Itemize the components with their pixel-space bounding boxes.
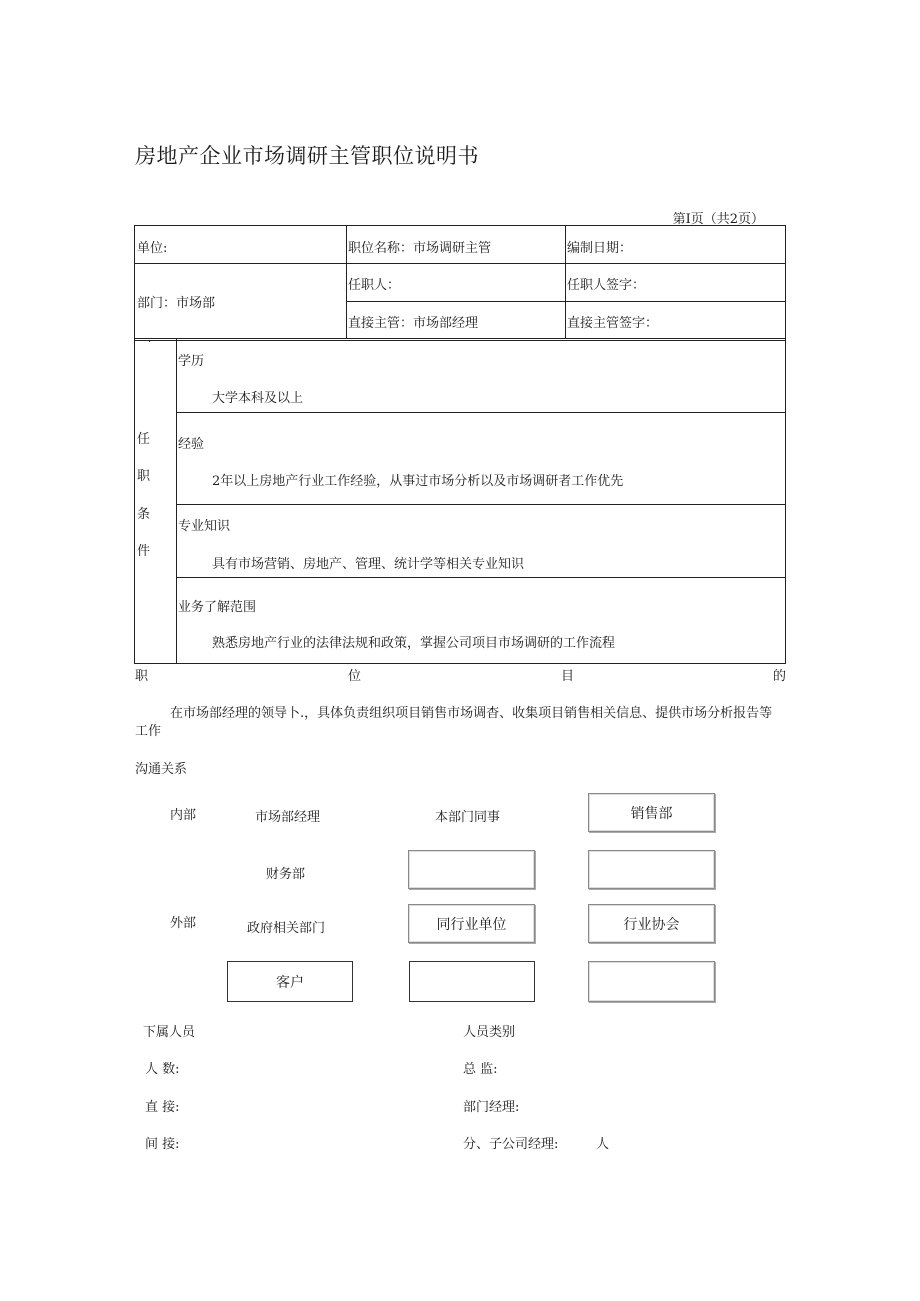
count-label: 人 数: [145, 1062, 180, 1077]
direct-label: 直 接: [145, 1100, 180, 1115]
industry-association-box: 行业协会 [588, 904, 715, 943]
row-divider [347, 301, 785, 302]
unit-label: 单位: [137, 241, 168, 256]
empty-box [408, 850, 535, 889]
external-label: 外部 [170, 916, 197, 931]
colleagues-label: 本部门同事 [435, 810, 501, 825]
knowledge-heading: 专业知识 [178, 519, 231, 534]
col-divider [149, 340, 150, 342]
page-title: 房地产企业市场调研主管职位说明书 [135, 144, 479, 168]
purpose-text: 在市场部经理的领导卜.，具体负责组织项目销售市场调杳、收集项目销售相关信息、提供市场分析报告等 [170, 706, 773, 721]
internal-label: 内部 [170, 808, 197, 823]
branch-manager-label: 分、子公司经理: [463, 1137, 559, 1152]
indirect-label: 间 接: [145, 1137, 180, 1152]
person-unit: 人 [596, 1137, 610, 1152]
row-divider [177, 504, 785, 505]
purpose-heading-char: 位 [348, 669, 362, 684]
incumbent-sign: 任职人签字： [567, 278, 646, 293]
knowledge-content: 具有市场营销、房地产、管理、统计学等相关专业知识 [212, 557, 525, 572]
empty-box [409, 961, 535, 1002]
row-divider [135, 263, 785, 264]
purpose-heading-char: 职 [135, 669, 149, 684]
page-indicator: 第I页（共2页） [672, 212, 764, 227]
empty-box [588, 850, 715, 889]
subordinates-heading: 下属人员 [143, 1025, 196, 1040]
col-divider [565, 226, 566, 338]
government-label: 政府相关部门 [247, 921, 326, 936]
supervisor: 直接主管：市场部经理 [348, 316, 479, 331]
experience-heading: 经验 [178, 437, 205, 452]
empty-box [588, 961, 715, 1002]
department: 部门：市场部 [137, 296, 216, 311]
scope-heading: 业务了解范围 [178, 600, 257, 615]
supervisor-sign: 直接主管签字： [567, 316, 659, 331]
manager-label: 市场部经理 [255, 810, 321, 825]
requirements-table [134, 339, 786, 664]
director-label: 总 监: [463, 1062, 498, 1077]
col-divider [346, 226, 347, 338]
compile-date: 编制日期： [567, 241, 633, 256]
side-label-char: 件 [137, 544, 151, 559]
col-divider [176, 339, 177, 663]
side-label-char: 职 [137, 469, 151, 484]
customers-box: 客户 [227, 961, 353, 1002]
side-label-char: 任 [137, 432, 151, 447]
scope-content: 熟悉房地产行业的法律法规和政策，掌握公司项目市场调研的工作流程 [212, 636, 616, 651]
row-divider [177, 412, 785, 413]
dept-manager-label: 部门经理: [463, 1100, 520, 1115]
education-heading: 学历 [178, 354, 205, 369]
row-divider [135, 340, 785, 341]
purpose-heading-char: 的 [773, 669, 787, 684]
sales-dept-box: 销售部 [588, 793, 715, 832]
side-label-char: 条 [137, 507, 151, 522]
category-heading: 人员类别 [463, 1025, 516, 1040]
row-divider [177, 577, 785, 578]
incumbent: 任职人： [348, 278, 401, 293]
header-table [134, 225, 786, 339]
purpose-text-continued: 工作 [135, 724, 162, 739]
experience-content: 2年以上房地产行业工作经验，从事过市场分析以及市场调研者工作优先 [212, 474, 624, 489]
communication-heading: 沟通关系 [135, 762, 188, 777]
purpose-heading-char: 目 [561, 669, 575, 684]
education-content: 大学本科及以上 [212, 391, 304, 406]
finance-dept-label: 财务部 [266, 867, 306, 882]
position-name: 职位名称：市场调研主管 [348, 241, 492, 256]
peer-units-box: 同行业单位 [408, 904, 535, 943]
